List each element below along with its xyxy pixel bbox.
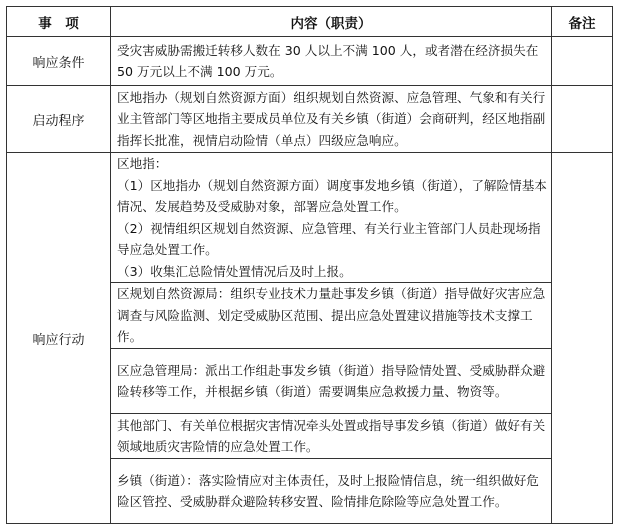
action-line: （3）收集汇总险情处置情况后及时上报。 bbox=[117, 263, 352, 279]
header-item: 事 项 bbox=[7, 7, 111, 37]
row-content-procedure: 区地指办（规划自然资源方面）组织规划自然资源、应急管理、气象和有关行业主管部门等区地指主要成员单位及有关乡镇（街道）会商研判，经区地指副指挥长批准，视情启动险情（单点）四级应急响应。 bbox=[111, 86, 552, 153]
action-line: （1）区地指办（规划自然资源方面）调度事发地乡镇（街道），了解险情基本情况、发展趋势及受威胁对象，部署应急处置工作。 bbox=[117, 177, 547, 214]
action-cell-district-command bbox=[111, 153, 552, 283]
row-remark-condition bbox=[552, 37, 613, 86]
row-content-condition: 受灾害威胁需搬迁转移人数在 30 人以上不满 100 人，或者潜在经济损失在 50 万元以上不满 100 万元。 bbox=[111, 37, 552, 86]
table-row-action-1 bbox=[7, 153, 613, 283]
row-remark-procedure bbox=[552, 86, 613, 153]
action-line: （2）视情组织区规划自然资源、应急管理、有关行业主管部门人员赴现场指导应急处置工作。 bbox=[117, 220, 541, 257]
row-remark-action bbox=[552, 153, 613, 524]
table-row-condition bbox=[7, 37, 613, 86]
action-line: 区地指： bbox=[117, 156, 168, 171]
action-cell-other-departments: 其他部门、有关单位根据灾害情况牵头处置或指导事发乡镇（街道）做好有关领域地质灾害险情的应急处置工作。 bbox=[111, 414, 552, 459]
table-row-procedure bbox=[7, 86, 613, 153]
response-table bbox=[6, 6, 613, 524]
action-cell-township: 乡镇（街道）：落实险情应对主体责任，及时上报险情信息，统一组织做好危险区管控、受威胁群众避险转移安置、险情排危除险等应急处置工作。 bbox=[111, 459, 552, 524]
action-cell-planning-bureau: 区规划自然资源局：组织专业技术力量赴事发乡镇（街道）指导做好灾害应急调查与风险监测、划定受威胁区范围、提出应急处置建议措施等技术支撑工作。 bbox=[111, 283, 552, 349]
header-remark: 备注 bbox=[552, 7, 613, 37]
row-label-condition: 响应条件 bbox=[7, 37, 111, 86]
action-cell-emergency-bureau: 区应急管理局：派出工作组赴事发乡镇（街道）指导险情处置、受威胁群众避险转移等工作，并根据乡镇（街道）需要调集应急救援力量、物资等。 bbox=[111, 349, 552, 414]
row-label-action: 响应行动 bbox=[7, 153, 111, 524]
row-label-procedure: 启动程序 bbox=[7, 86, 111, 153]
table-header-row bbox=[7, 7, 613, 37]
header-content: 内容（职责） bbox=[111, 7, 552, 37]
response-table-container bbox=[6, 6, 612, 524]
